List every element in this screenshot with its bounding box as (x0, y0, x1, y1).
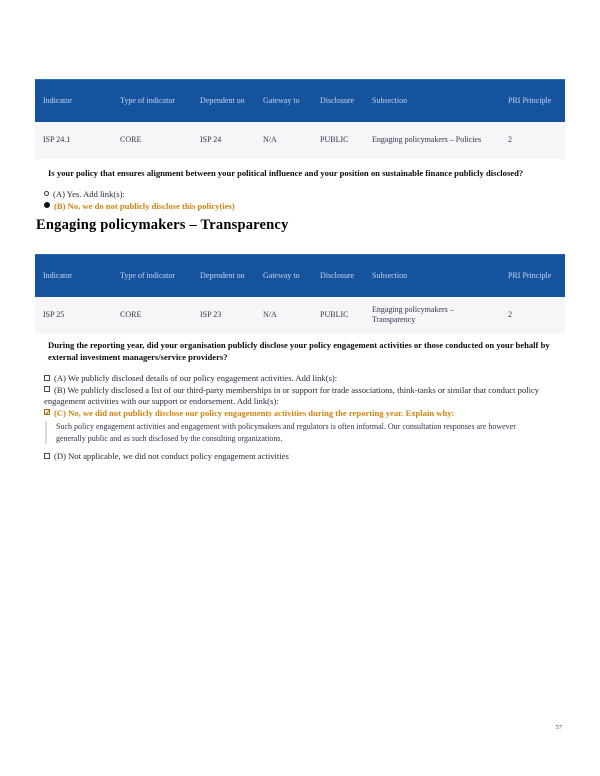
question-isp24-1-options (44, 189, 566, 212)
checkbox-unchecked-icon[interactable] (44, 375, 50, 381)
column-header-disclosure: Disclosure (312, 80, 364, 122)
indicator-table-isp24-1 (35, 79, 565, 159)
radio-unchecked-icon[interactable] (44, 191, 49, 196)
column-header-subsection: Subsection (364, 80, 500, 122)
cell-gateway: N/A (255, 297, 312, 334)
cell-type: CORE (112, 122, 192, 159)
option-b-label: (B) No, we do not publicly disclose this policy(ies) (54, 200, 235, 211)
column-header-indicator: Indicator (35, 80, 112, 122)
question-isp24-1-text: Is your policy that ensures alignment between your political influence and your position on sustainable finance publicly disclosed? (48, 168, 524, 178)
option-b-no-selected[interactable] (44, 201, 566, 213)
cell-disclosure: PUBLIC (312, 297, 364, 334)
checkbox-checked-icon[interactable] (44, 409, 50, 415)
radio-checked-icon[interactable] (44, 202, 50, 208)
option-b-label: (B) We publicly disclosed a list of our third-party memberships in or support for trade associations, think-tanks or similar that conduct policy engagement activities with our support or endorsement. Add link(s): (44, 384, 540, 406)
option-a-disclosed-details[interactable] (44, 373, 567, 385)
column-header-disclosure: Disclosure (312, 255, 364, 297)
explanation-text: Such policy engagement activities and engagement with policymakers and regulators is often informal. Our consultation responses are however generally public and as such disclosed by the consulting organizations. (45, 421, 547, 444)
page-number: 57 (555, 724, 562, 731)
option-d-label: (D) Not applicable, we did not conduct policy engagement activities (54, 451, 289, 461)
option-c-label: (C) No, we did not publicly disclose our policy engagements activities during the reporting year. Explain why: (54, 407, 455, 418)
cell-dependent: ISP 23 (192, 297, 255, 334)
option-b-disclosed-list[interactable] (44, 385, 567, 408)
question-isp25-options (44, 373, 567, 463)
table-header-row (35, 80, 565, 122)
cell-indicator: ISP 25 (35, 297, 112, 334)
indicator-table-isp25 (35, 254, 565, 334)
table-header-row (35, 255, 565, 297)
cell-pri-principle: 2 (500, 122, 565, 159)
cell-subsection: Engaging policymakers – Policies (364, 122, 500, 159)
column-header-gateway: Gateway to (255, 80, 312, 122)
column-header-dependent: Dependent on (192, 255, 255, 297)
option-c-not-disclosed-selected[interactable] (44, 408, 567, 420)
column-header-type: Type of indicator (112, 80, 192, 122)
table-row (35, 122, 565, 159)
cell-gateway: N/A (255, 122, 312, 159)
option-a-label: (A) Yes. Add link(s): (53, 189, 125, 199)
column-header-indicator: Indicator (35, 255, 112, 297)
section-heading: Engaging policymakers – Transparency (36, 217, 289, 233)
column-header-subsection: Subsection (364, 255, 500, 297)
cell-dependent: ISP 24 (192, 122, 255, 159)
cell-type: CORE (112, 297, 192, 334)
option-d-not-applicable[interactable] (44, 451, 567, 463)
checkbox-unchecked-icon[interactable] (44, 453, 50, 459)
cell-indicator: ISP 24.1 (35, 122, 112, 159)
cell-disclosure: PUBLIC (312, 122, 364, 159)
checkbox-unchecked-icon[interactable] (44, 386, 50, 392)
column-header-type: Type of indicator (112, 255, 192, 297)
column-header-pri-principle: PRI Principle (500, 80, 565, 122)
table-row (35, 297, 565, 334)
cell-subsection: Engaging policymakers – Transparency (364, 297, 500, 334)
column-header-gateway: Gateway to (255, 255, 312, 297)
option-a-label: (A) We publicly disclosed details of our policy engagement activities. Add link(s): (54, 373, 338, 383)
cell-pri-principle: 2 (500, 297, 565, 334)
question-isp25-text: During the reporting year, did your organisation publicly disclose your policy engagement activities or those conducted on your behalf by external investment managers/service providers? (48, 340, 550, 362)
option-a-yes[interactable] (44, 189, 566, 201)
column-header-pri-principle: PRI Principle (500, 255, 565, 297)
column-header-dependent: Dependent on (192, 80, 255, 122)
